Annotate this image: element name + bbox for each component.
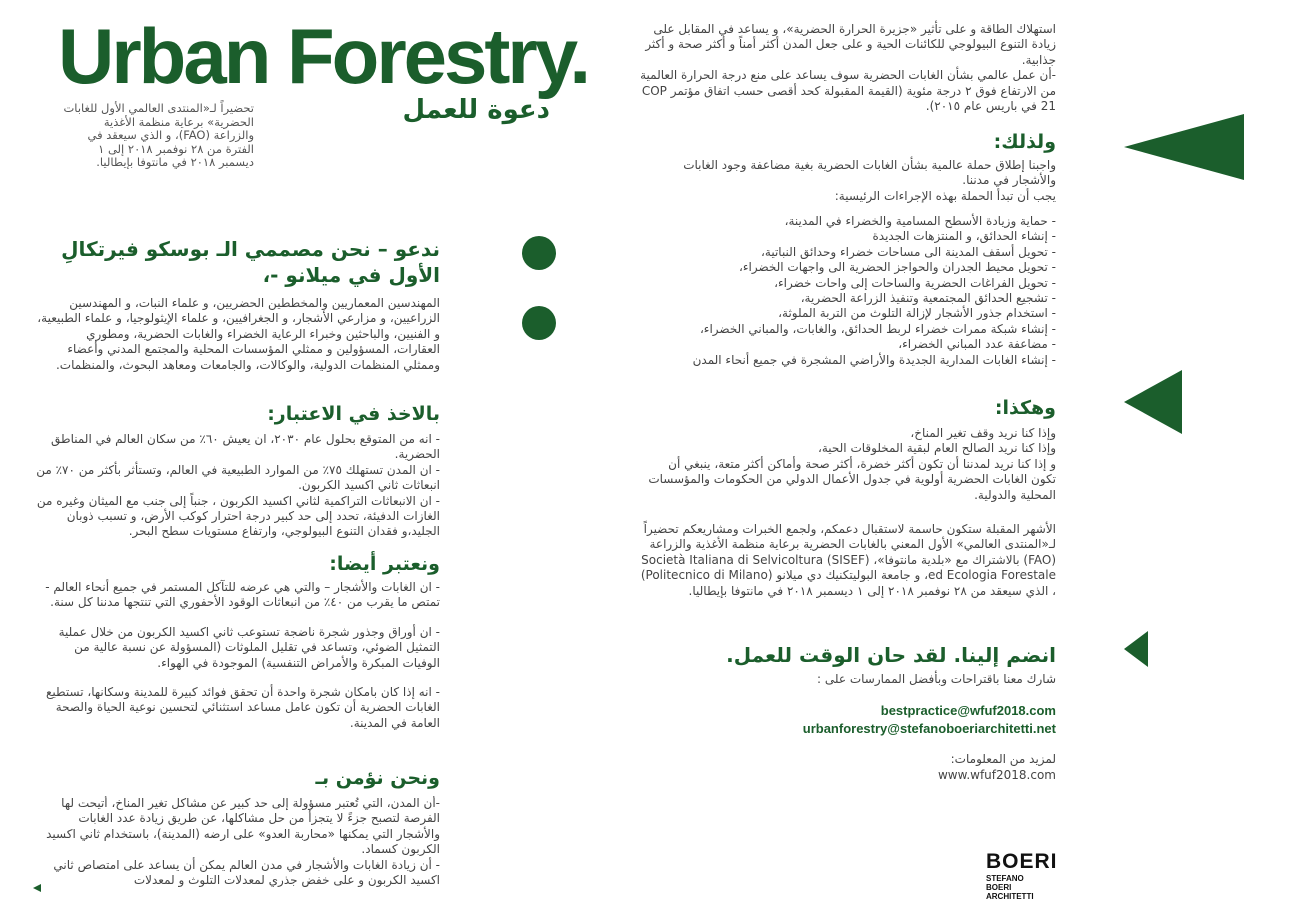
also-list	[36, 580, 440, 731]
website-link[interactable]: www.wfuf2018.com	[937, 768, 1056, 782]
logo-text	[986, 874, 1056, 901]
triangle-arrow-icon	[1124, 631, 1148, 667]
also-item: - انه إذا كان بامكان شجرة واحدة أن تحقق فوائد كبيرة للمدينة وسكانها، تستطيع الغابات الحضرية أن تكون عامل مساعد استثنائي لتحسين نوعية الحياة والصحة العامة في المدينة.	[46, 685, 440, 730]
believe-heading: ونحن نؤمن بـ	[315, 767, 440, 789]
also-item: - ان أوراق وجذور شجرة ناضجة تستوعب ثاني اكسيد الكربون من خلال عملية التمثيل الضوئي، وتساعد في تقليل الملوثات (المسؤولة عن نسبة عالية من الوفيات المبكرة والأمراض التنفسية) الموجودة في الهواء.	[58, 624, 440, 670]
page-subtitle: دعوة للعمل	[402, 95, 550, 125]
action-item: - إنشاء شبكة ممرات خضراء لربط الحدائق، والغابات، والمباني الخضراء،	[699, 321, 1056, 336]
action-item: - استخدام جذور الأشجار لإزالة التلوث من التربة الملوثة،	[778, 306, 1056, 321]
boeri-logo	[986, 852, 1056, 901]
thus-heading: وهكذا:	[994, 397, 1056, 419]
right-intro-para: استهلاك الطاقة و على تأثير «جزيرة الحرارة الحضرية»، و يساعد في المقابل على زيادة التنوع البيولوجي للكائنات الحية و على جعل المدن أكثر أمناً و أكثر صحة و أكثر جذابية.	[645, 22, 1056, 67]
call-paragraph: المهندسين المعماريين والمخططين الحضريين، و علماء النبات، و المهندسين الزراعيين، و مزارعي الأشجار، و الجغرافيين، و علماء الإيثولوجيا، و علماء الطبيعية، و الفنيين، والباحثين وخبراء الرعاية الخضراء والغابات الحضرية، ومطوري العقارات، المسؤولين و ممثلي المؤسسات المحلية والمجتمع المدني وأعضاء وممثلي المنظمات الدولية، والوكالات، والجامعات ومعاهد البحوث، والمنظمات.	[37, 296, 440, 372]
considering-item: - ان الانبعاثات التراكمية لثاني اكسيد الكربون ، جنباً إلى جنب مع الميثان وغيره من الغازات الدفيئة، تحدد إلى حد كبير درجة احترار كوكب الأرض، و تسبب ذوبان الجليد،و فقدان التنوع البيولوجي، وارتفاع مستويات سطح البحر.	[36, 493, 440, 539]
believe-item: -أن المدن، التي تُعتبر مسؤولة إلى حد كبير عن مشاكل تغير المناخ، أتيحت لها الفرصة لتصبح جزءً لا يتجزأ من حل مشاكلها، عن طريق زيادة عدد الغابات والأشجار التي يمكنها «محاربة العدو» على ارضه (المدينة)، باستخدام ثاني اكسيد الكربون كسماد.	[46, 796, 440, 857]
logo-line: BOERI	[986, 883, 1012, 892]
bullet-circle-icon	[522, 306, 556, 340]
email-link-urbanforestry[interactable]: urbanforestry@stefanoboeriarchitetti.net	[802, 721, 1056, 736]
thus-list	[640, 426, 1056, 503]
therefore-heading: ولذلك:	[993, 131, 1056, 153]
considering-item: - ان المدن تستهلك ٧٥٪ من الموارد الطبيعية في العالم، وتستأثر بأكثر من ٧٠٪ من انبعاثات ثاني اكسيد الكربون.	[36, 462, 440, 493]
action-item: - تحويل محيط الجدران والحواجز الحضرية الى واجهات الخضراء،	[739, 260, 1056, 275]
action-item: - إنشاء الغابات المدارية الجديدة والأراضي المشجرة في جميع أنحاء المدن	[692, 352, 1056, 367]
right-intro	[640, 22, 1056, 114]
coming-months-text: الأشهر المقبلة ستكون حاسمة لاستقبال دعمكم، ولجمع الخبرات ومشاريعكم تحضيراً لـ«المنتدى العالمي» الأول المعني بالغابات الحضرية برعاية منظمة الأغذية والزراعة (FAO) بالاشتراك مع «بلدية مانتوفا»، (SISEF) Società Italiana di Selvicoltura ed Ecologia Forestale، و جامعة البوليتكنيك دي ميلانو (Politecnico di Milano) ، الذي سيعقد من ٢٨ نوفمبر ٢٠١٨ إلى ١ ديسمبر ٢٠١٨ في مانتوفا بإيطاليا.	[640, 522, 1056, 598]
action-item: - تشجيع الحدائق المجتمعية وتنفيذ الزراعة الحضرية،	[800, 291, 1056, 306]
thus-item: وإذا كنا نريد وقف تغير المناخ،	[910, 426, 1056, 440]
therefore-intro-text: واجبنا إطلاق حملة عالمية بشأن الغابات الحضرية بغية مضاعفة وجود الغابات والأشجار في مدننا.	[683, 158, 1056, 188]
action-item: - تحويل الفراغات الحضرية والساحات إلى واحات خضراء،	[774, 275, 1056, 290]
also-heading: ونعتبر أيضا:	[329, 553, 440, 575]
share-text: شارك معنا باقتراحات وبأفضل الممارسات على :	[817, 672, 1056, 686]
also-item: - ان الغابات والأشجار – والتي هي عرضه للتآكل المستمر في جميع أنحاء العالم - تمتص ما يقرب من ٤٠٪ من انبعاثات الوقود الأحفوري التي تنتجها مدننا كل سنة.	[45, 580, 440, 610]
thus-item: وإذا كنا نريد الصالح العام لبقية المخلوقات الحية،	[817, 441, 1056, 456]
email-link-bestpractice[interactable]: bestpractice@wfuf2018.com	[880, 703, 1056, 718]
page-title: Urban Forestry.	[58, 12, 589, 100]
intro-text: تحضيراً لـ«المنتدى العالمي الأول للغابات الحضرية» برعاية منظمة الأغذية والزراعة (FAO)، و الذي سيعقد في الفترة من ٢٨ نوفمبر ٢٠١٨ إلى ١ ديسمبر ٢٠١٨ في مانتوفا بإيطاليا.	[63, 101, 254, 170]
action-item: - تحويل أسقف المدينة الى مساحات خضراء وحدائق النباتية،	[761, 244, 1056, 259]
call-heading: ندعو – نحن مصممي الـ بوسكو فيرتكالِ الأول في ميلانو -،	[61, 237, 440, 287]
bullet-circle-icon	[522, 236, 556, 270]
continue-arrow-icon	[33, 884, 41, 892]
logo-line: ARCHITETTI	[986, 892, 1034, 901]
considering-heading: بالاخذ في الاعتبار:	[267, 403, 440, 425]
triangle-arrow-icon	[1124, 114, 1244, 180]
join-heading: انضم إلينا. لقد حان الوقت للعمل.	[726, 643, 1056, 667]
right-intro-para: -أن عمل عالمي بشأن الغابات الحضرية سوف يساعد على منع درجة الحرارة العالمية من الارتفاع فوق ٢ درجة مئوية (القيمة المقبولة كحد أقصى حسب اتفاق مؤتمر COP 21 في باريس عام ٢٠١٥).	[640, 68, 1056, 114]
therefore-intro	[640, 158, 1056, 204]
thus-item: و إذا كنا نريد لمدننا أن تكون أكثر خضرة، أكثر صحة وأماكن أكثر متعة، ينبغي أن تكون الغابات الحضرية أولوية في جدول الأعمال الدولي من الحكومات والمؤسسات المحلية والدولية.	[648, 456, 1056, 502]
logo-mark: BOERI	[986, 850, 1058, 873]
considering-item: - انه من المتوقع بحلول عام ٢٠٣٠، ان يعيش ٦٠٪ من سكان العالم في المناطق الحضرية.	[51, 432, 440, 462]
actions-list	[640, 214, 1056, 368]
logo-line: STEFANO	[986, 874, 1024, 883]
action-item: - حماية وزيادة الأسطح المسامية والخضراء في المدينة،	[784, 214, 1056, 228]
action-item: - إنشاء الحدائق، و المنتزهات الجديدة	[872, 229, 1056, 244]
considering-list	[36, 432, 440, 540]
believe-item: - أن زيادة الغابات والأشجار في مدن العالم يمكن أن يساعد على امتصاص ثاني اكسيد الكربون و على خفض جذري لمعدلات التلوث و لمعدلات	[53, 857, 440, 888]
more-info-label: لمزيد من المعلومات:	[950, 752, 1056, 766]
believe-list	[36, 796, 440, 892]
triangle-arrow-icon	[1124, 370, 1182, 434]
action-item: - مضاعفة عدد المباني الخضراء،	[898, 337, 1056, 352]
therefore-intro-text: يجب أن تبدأ الحملة بهذه الإجراءات الرئيسية:	[834, 188, 1056, 203]
